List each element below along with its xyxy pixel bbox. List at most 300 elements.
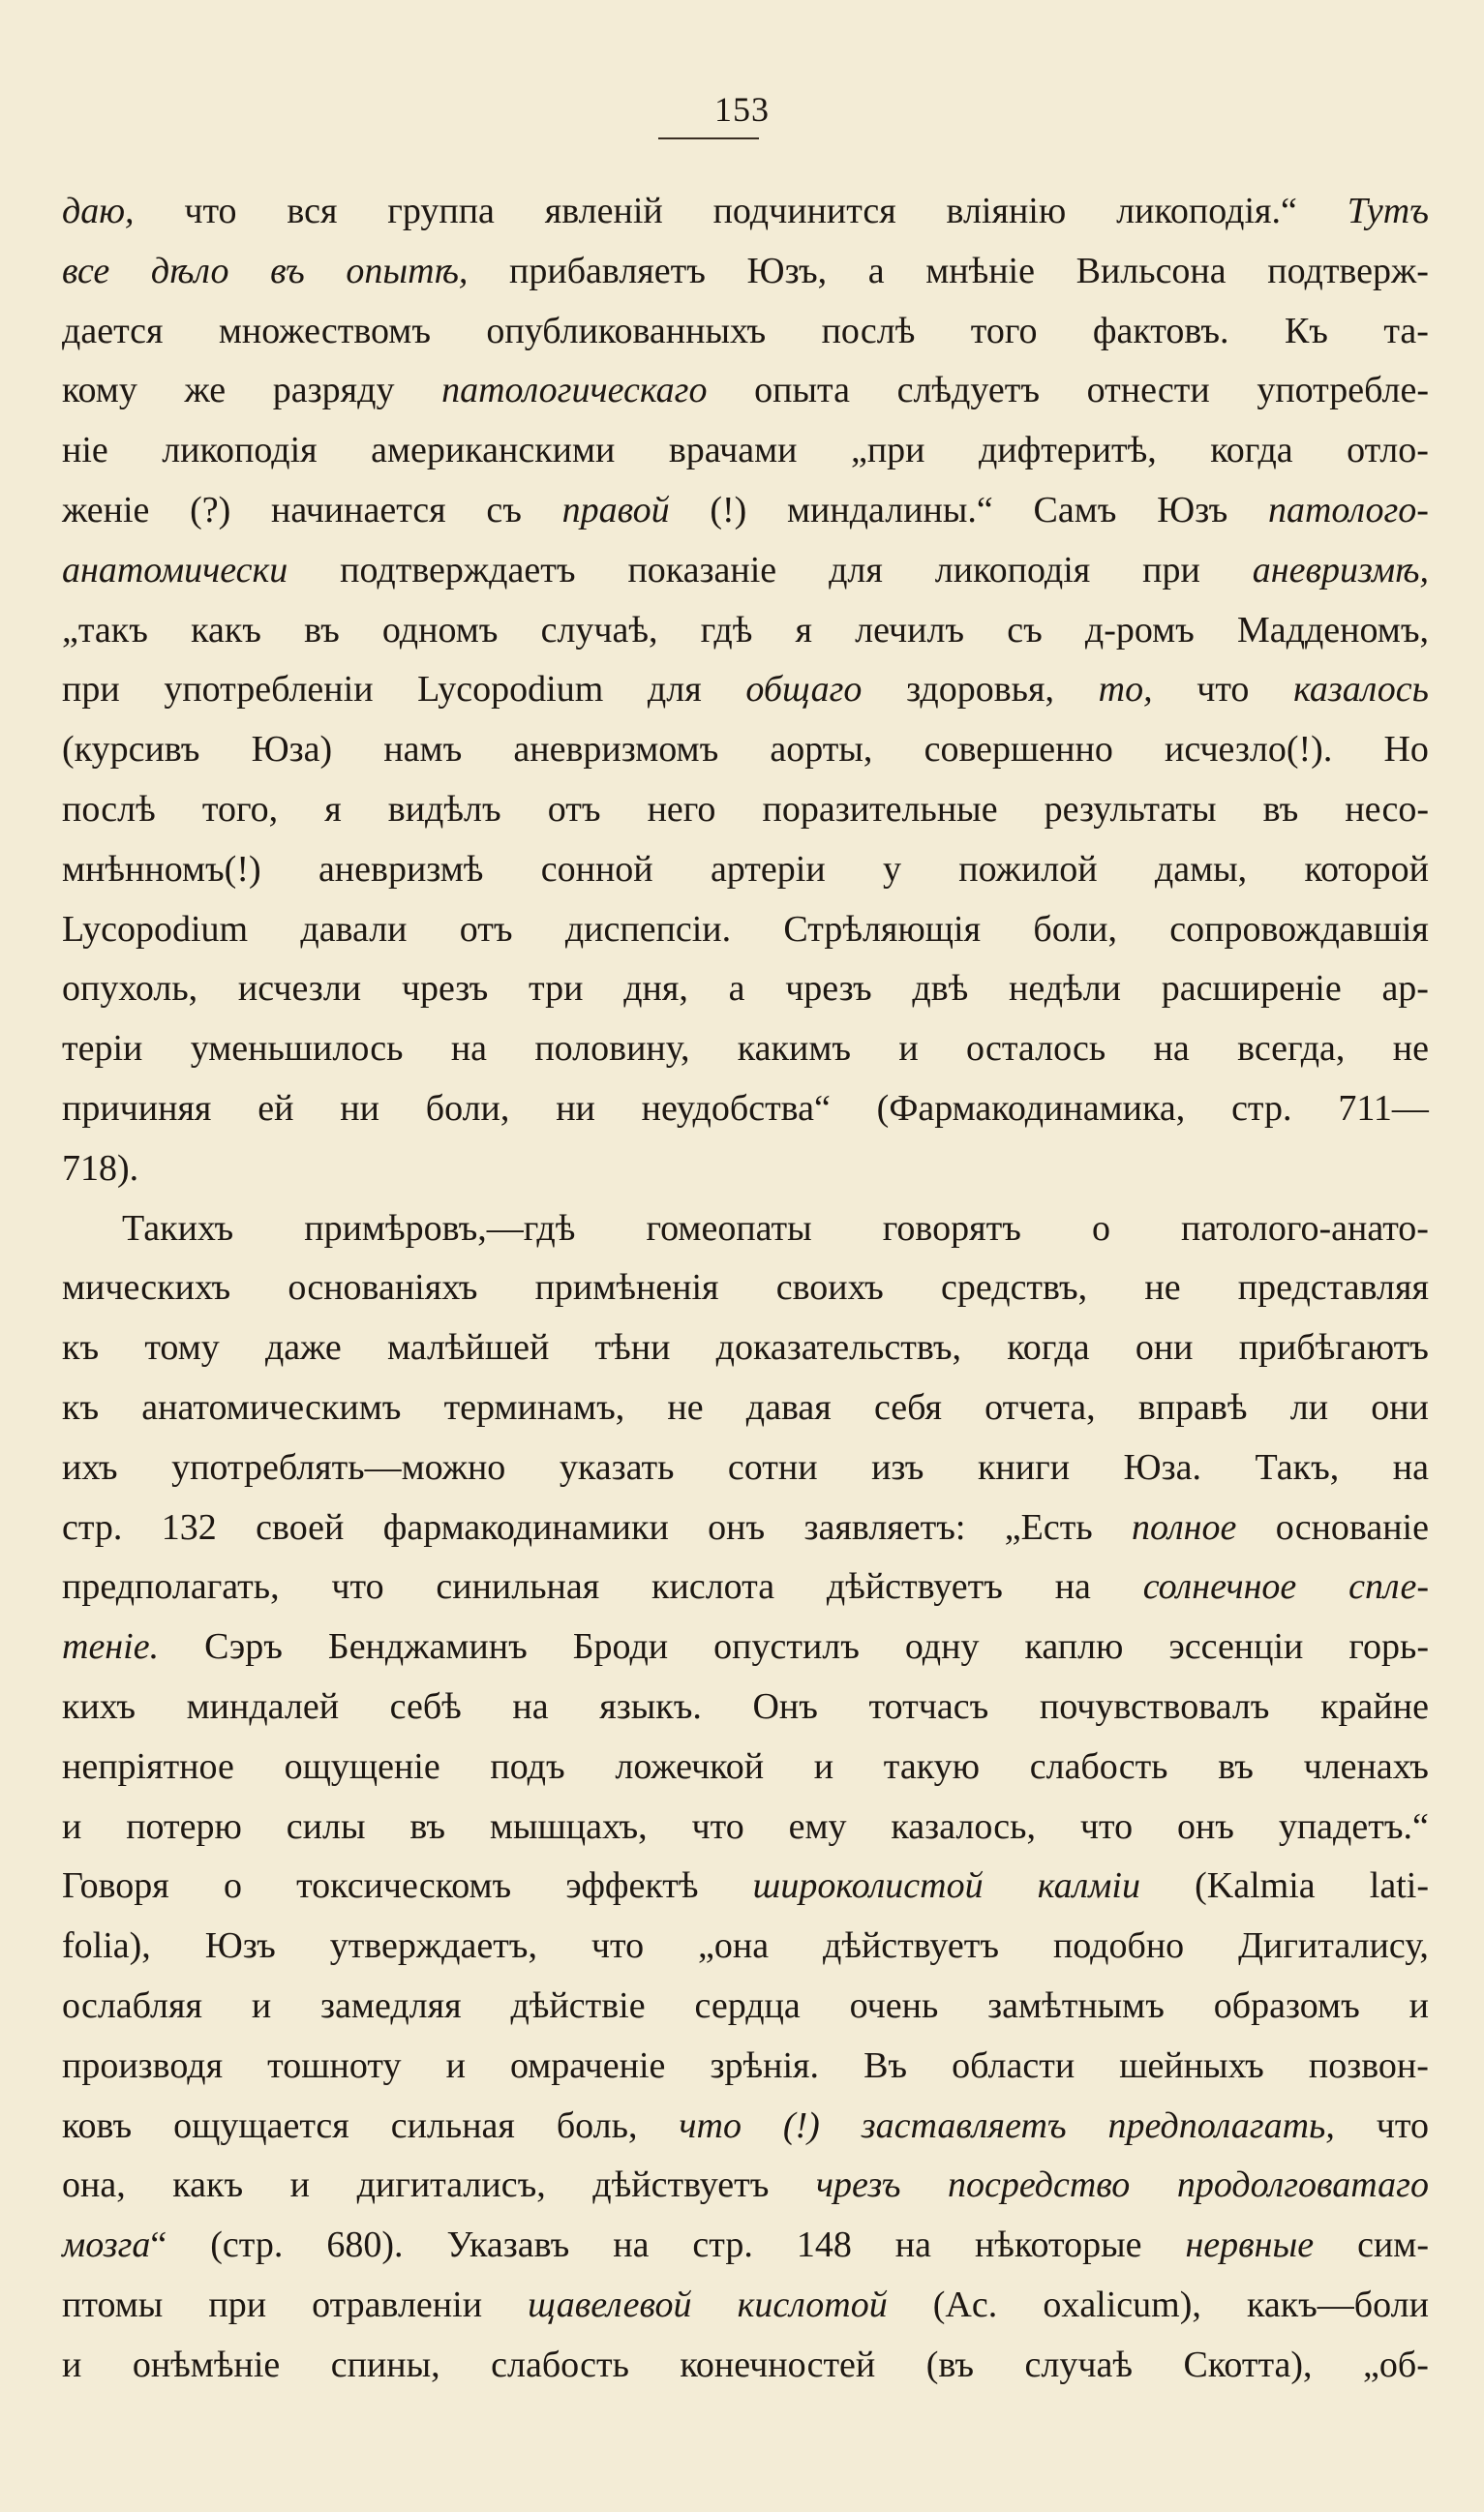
word: артеріи: [710, 848, 826, 890]
word: пожилой: [958, 848, 1098, 890]
word: щавелевой: [528, 2284, 692, 2325]
word: несо-: [1345, 788, 1429, 830]
word: Юзъ: [1157, 489, 1228, 530]
word: на: [1054, 1566, 1091, 1608]
word: ар-: [1381, 968, 1429, 1010]
text-line: [62, 2216, 1429, 2276]
word: недѣли: [1009, 968, 1121, 1010]
word: дигиталисъ,: [356, 2164, 546, 2206]
word: указать: [559, 1446, 675, 1488]
word: послѣ: [821, 310, 916, 351]
word: множествомъ: [218, 310, 432, 351]
word: разряду: [272, 370, 395, 411]
word: 132: [161, 1506, 217, 1548]
word: отъ: [547, 788, 601, 830]
word: дня,: [623, 968, 688, 1010]
text-line: [62, 780, 1429, 840]
word: результаты: [1044, 788, 1217, 830]
word: Такъ,: [1255, 1446, 1340, 1488]
word: и: [813, 1745, 834, 1787]
word: опухоль,: [62, 968, 198, 1010]
word: тому: [144, 1327, 220, 1369]
word: Стрѣляющія: [783, 908, 982, 950]
word: подтверж-: [1267, 250, 1429, 291]
word: мнѣнномъ(!): [62, 848, 261, 890]
word: какъ: [191, 609, 261, 651]
word: Вильсона: [1075, 250, 1227, 291]
word: подчинится: [712, 191, 896, 231]
word: на: [1153, 1028, 1190, 1070]
word: спины,: [330, 2344, 440, 2385]
word: lati-: [1369, 1865, 1429, 1907]
word: общаго: [745, 669, 863, 711]
word: утверждаетъ,: [329, 1925, 537, 1967]
text-line: [62, 2156, 1429, 2216]
word: къ: [62, 1386, 100, 1428]
word: группа: [387, 191, 495, 231]
text-line: [62, 541, 1429, 601]
word: Тутъ: [1347, 191, 1429, 231]
word: своей: [256, 1506, 345, 1548]
word: начинается: [271, 489, 446, 530]
word: ни: [340, 1087, 379, 1129]
word: неудобства“: [641, 1087, 831, 1129]
word: ихъ: [62, 1446, 118, 1488]
word: дамы,: [1154, 848, 1248, 890]
word: Самъ: [1033, 489, 1117, 530]
word: 148: [796, 2224, 852, 2266]
word: на: [1392, 1446, 1429, 1488]
page-number-rule: [658, 137, 759, 139]
word: фактовъ.: [1092, 310, 1229, 351]
word: какимъ: [737, 1028, 852, 1070]
text-line: [62, 601, 1429, 661]
word: шейныхъ: [1119, 2044, 1264, 2086]
text-line: [62, 2037, 1429, 2097]
word: причиняя: [62, 1087, 212, 1129]
word: подъ: [490, 1745, 565, 1787]
word: дѣйствуетъ: [822, 1925, 1000, 1967]
word: чрезъ: [815, 2164, 901, 2206]
word: прибѣгаютъ: [1238, 1327, 1429, 1369]
word: американскими: [371, 430, 616, 471]
word: ковъ: [62, 2104, 133, 2146]
word: въ: [409, 1805, 446, 1847]
word: такую: [883, 1745, 981, 1787]
word: дѣло: [150, 250, 229, 291]
word: что: [331, 1566, 384, 1608]
word: съ: [1007, 609, 1043, 651]
word: Юзъ: [204, 1925, 276, 1967]
word: что: [679, 2104, 742, 2146]
text-line: [62, 1318, 1429, 1378]
word: отчета,: [984, 1386, 1096, 1428]
word: гдѣ: [700, 609, 753, 651]
word: на: [450, 1028, 488, 1070]
word: и: [289, 2164, 311, 2206]
word: казалось: [1293, 669, 1429, 711]
word: чрезъ: [401, 968, 489, 1010]
word: сонной: [540, 848, 653, 890]
text-line: [62, 959, 1429, 1019]
word: фармакодинамики: [382, 1506, 669, 1548]
word: въ: [1218, 1745, 1254, 1787]
word: кислотой: [737, 2284, 888, 2325]
text-line: [62, 1618, 1429, 1678]
word: миндалины.“: [787, 489, 993, 530]
word: ослабляя: [62, 1984, 202, 2026]
word: крайне: [1320, 1685, 1429, 1727]
word: они: [1371, 1386, 1429, 1428]
word: дѣйствуетъ: [826, 1566, 1003, 1608]
word: теріи: [62, 1028, 143, 1070]
word: замѣтнымъ: [987, 1984, 1165, 2026]
word: средствъ,: [941, 1267, 1088, 1309]
word: сотни: [727, 1446, 818, 1488]
word: (Ac.: [932, 2284, 998, 2325]
word: чрезъ: [785, 968, 872, 1010]
word: своихъ: [775, 1267, 884, 1309]
word: аневризмомъ: [513, 729, 719, 771]
word: языкъ.: [599, 1685, 702, 1727]
word: замедляя: [320, 1984, 462, 2026]
word: аневризмѣ,: [1252, 549, 1429, 590]
text-line: [62, 1199, 1429, 1259]
word: на: [613, 2224, 650, 2266]
word: сильная: [390, 2104, 515, 2146]
word: представляя: [1237, 1267, 1429, 1309]
word: онъ: [708, 1506, 766, 1548]
word: непріятное: [62, 1745, 234, 1787]
word: которой: [1304, 848, 1429, 890]
word: Броди: [572, 1626, 669, 1668]
text-line: [62, 900, 1429, 960]
text-line: [62, 242, 1429, 302]
word: слабость: [491, 2344, 629, 2385]
text-line: [62, 2097, 1429, 2157]
word: ощущеніе: [284, 1745, 440, 1787]
word: патолого-: [1267, 489, 1429, 530]
word: Сэръ: [204, 1626, 283, 1668]
text-line: [62, 361, 1429, 421]
text-line: [62, 1857, 1429, 1917]
word: ликоподія.“: [1116, 191, 1297, 231]
word: Дигиталису,: [1238, 1925, 1429, 1967]
word: заставляетъ: [861, 2104, 1067, 2146]
word: не: [1392, 1028, 1429, 1070]
word: съ: [486, 489, 522, 530]
word: (стр.: [210, 2224, 284, 2266]
word: предполагать,: [1107, 2104, 1335, 2146]
word: не: [667, 1386, 704, 1428]
word: (Фармакодинамика,: [876, 1087, 1186, 1129]
word: сердца: [694, 1984, 801, 2026]
word: стр.: [692, 2224, 753, 2266]
word: на: [894, 2224, 931, 2266]
word: въ: [270, 250, 305, 291]
word: давая: [745, 1386, 832, 1428]
word: конечностей: [680, 2344, 876, 2385]
word: подобно: [1052, 1925, 1185, 1967]
word: случаѣ,: [540, 609, 658, 651]
word: женіе: [62, 489, 150, 530]
word: здоровья,: [906, 669, 1054, 711]
word: отло-: [1347, 430, 1429, 471]
word: стр.: [1231, 1087, 1292, 1129]
text-line: [62, 1079, 1429, 1139]
word: что: [184, 191, 237, 231]
word: себя: [873, 1386, 942, 1428]
word: посредство: [947, 2164, 1131, 2206]
word: тѣни: [594, 1327, 671, 1369]
word: ніе: [62, 430, 108, 471]
word: вся: [287, 191, 338, 231]
word: боль,: [556, 2104, 638, 2146]
word: для: [829, 549, 883, 590]
word: употребленіи: [164, 669, 374, 711]
word: Въ: [863, 2044, 908, 2086]
word: синильная: [436, 1566, 600, 1608]
word: изъ: [871, 1446, 924, 1488]
word: „об-: [1363, 2344, 1429, 2385]
word: потерю: [126, 1805, 242, 1847]
text-line: [62, 1558, 1429, 1618]
word: folia),: [62, 1925, 151, 1967]
word: миндалей: [186, 1685, 340, 1727]
word: мнѣніе: [925, 250, 1035, 291]
word: дѣйствуетъ: [592, 2164, 770, 2206]
word: я: [324, 788, 342, 830]
word: Юзъ,: [746, 250, 828, 291]
word: при: [1142, 549, 1200, 590]
word: терминамъ,: [443, 1386, 625, 1428]
word: въ: [304, 609, 340, 651]
word: и: [1408, 1984, 1429, 2026]
word: нервные: [1185, 2224, 1315, 2266]
word: у: [882, 848, 901, 890]
word: слѣдуетъ: [896, 370, 1040, 411]
word: Мадденомъ,: [1236, 609, 1429, 651]
word: нѣкоторые: [974, 2224, 1142, 2266]
word: мышцахъ,: [489, 1805, 648, 1847]
word: заявляетъ:: [803, 1506, 966, 1548]
word: всегда,: [1237, 1028, 1346, 1070]
word: ей: [257, 1087, 294, 1129]
word: прибавляетъ: [509, 250, 706, 291]
text-line: [62, 1139, 1429, 1199]
word: а: [728, 968, 745, 1010]
word: при: [62, 669, 120, 711]
word: подтверждаетъ: [340, 549, 576, 590]
word: „при: [850, 430, 925, 471]
word: Онъ: [752, 1685, 818, 1727]
word: сопровождавшія: [1169, 908, 1429, 950]
word: д-ромъ: [1084, 609, 1195, 651]
word: опустилъ: [713, 1626, 860, 1668]
word: „она: [698, 1925, 770, 1967]
word: анатомически: [62, 549, 288, 590]
word: совершенно: [924, 729, 1113, 771]
word: примѣровъ,—гдѣ: [304, 1207, 576, 1249]
word: основаніяхъ: [288, 1267, 478, 1309]
word: опубликованныхъ: [486, 310, 767, 351]
text-line: [62, 660, 1429, 720]
word: зрѣнія.: [710, 2044, 819, 2086]
text-line: [62, 1258, 1429, 1318]
word: вправѣ: [1137, 1386, 1248, 1428]
word: она,: [62, 2164, 126, 2206]
word: упадетъ.“: [1278, 1805, 1429, 1847]
word: употреблять—можно: [171, 1446, 506, 1488]
word: дается: [62, 310, 164, 351]
word: лечилъ: [855, 609, 965, 651]
word: ли: [1289, 1386, 1329, 1428]
word: давали: [300, 908, 408, 950]
word: производя: [62, 2044, 224, 2086]
word: одну: [904, 1626, 980, 1668]
word: исчезло(!).: [1165, 729, 1333, 771]
word: одномъ: [381, 609, 499, 651]
word: токсическомъ: [296, 1865, 512, 1907]
word: Бенджаминъ: [327, 1626, 528, 1668]
word: показаніе: [627, 549, 777, 590]
word: Юза): [251, 729, 333, 771]
word: говорятъ: [882, 1207, 1021, 1249]
word: (Kalmia: [1195, 1865, 1316, 1907]
word: него: [647, 788, 716, 830]
word: дѣйствіе: [510, 1984, 646, 2026]
word: примѣненія: [534, 1267, 719, 1309]
word: къ: [62, 1327, 100, 1369]
word: гомеопаты: [646, 1207, 812, 1249]
text-line: [62, 2276, 1429, 2336]
word: все: [62, 250, 110, 291]
word: патологическаго: [441, 370, 708, 411]
word: Lycopodium: [62, 908, 249, 950]
word: что: [1196, 669, 1250, 711]
word: что: [591, 1925, 645, 1967]
text-line: [62, 1438, 1429, 1498]
word: широколистой: [752, 1865, 984, 1907]
word: отравленіи: [312, 2284, 483, 2325]
word: „Есть: [1004, 1506, 1093, 1548]
word: и: [251, 1984, 272, 2026]
word: о: [223, 1865, 242, 1907]
word: (въ: [925, 2344, 975, 2385]
text-line: [62, 1917, 1429, 1977]
word: омраченіе: [509, 2044, 666, 2086]
word: предполагать,: [62, 1566, 280, 1608]
text-line: [62, 1019, 1429, 1079]
word: опыта: [754, 370, 850, 411]
word: Но: [1383, 729, 1429, 771]
word: двѣ: [912, 968, 969, 1010]
word: 718).: [62, 1147, 139, 1189]
word: ликоподія: [934, 549, 1091, 590]
word: патолого-анато-: [1181, 1207, 1429, 1249]
word: 680).: [326, 2224, 404, 2266]
word: и: [445, 2044, 466, 2086]
word: три: [529, 968, 584, 1010]
word: теніе.: [62, 1626, 160, 1668]
word: они: [1135, 1327, 1194, 1369]
word: продолговатаго: [1176, 2164, 1429, 2206]
word: полное: [1132, 1506, 1237, 1548]
word: oxalicum),: [1043, 2284, 1201, 2325]
word: малѣйшей: [386, 1327, 550, 1369]
word: стр.: [62, 1506, 123, 1548]
word: а: [867, 250, 885, 291]
word: боли,: [425, 1087, 510, 1129]
word: то,: [1098, 669, 1153, 711]
word: какъ—боли: [1246, 2284, 1429, 2325]
word: Такихъ: [122, 1207, 234, 1249]
word: тошноту: [267, 2044, 402, 2086]
word: кому: [62, 370, 137, 411]
text-line: [62, 1378, 1429, 1438]
word: (!): [710, 489, 747, 530]
word: слабость: [1029, 1745, 1168, 1787]
word: (?): [190, 489, 231, 530]
word: и: [898, 1028, 919, 1070]
word: употребле-: [1257, 370, 1429, 411]
word: Говоря: [62, 1865, 169, 1907]
word: для: [647, 669, 702, 711]
word: аневризмѣ: [318, 848, 484, 890]
word: основаніе: [1275, 1506, 1429, 1548]
word: ощущается: [173, 2104, 349, 2146]
word: казалось,: [891, 1805, 1036, 1847]
word: же: [184, 370, 227, 411]
word: эффектѣ: [565, 1865, 699, 1907]
word: образомъ: [1213, 1984, 1360, 2026]
text-line: [62, 2336, 1429, 2396]
word: намъ: [383, 729, 463, 771]
text-line: [62, 421, 1429, 481]
word: послѣ: [62, 788, 156, 830]
word: я: [795, 609, 812, 651]
word: что: [1079, 1805, 1134, 1847]
word: (!): [782, 2104, 820, 2146]
word: при: [208, 2284, 267, 2325]
word: въ: [1262, 788, 1299, 830]
word: онѣмѣніе: [132, 2344, 281, 2385]
word: Скотта),: [1183, 2344, 1313, 2385]
body-text: [62, 182, 1429, 2395]
word: врачами: [668, 430, 798, 471]
word: та-: [1383, 310, 1429, 351]
word: Lycopodium: [417, 669, 604, 711]
word: уменьшилось: [190, 1028, 404, 1070]
word: диспепсіи.: [564, 908, 732, 950]
word: отъ: [459, 908, 513, 950]
word: мозга“: [62, 2224, 167, 2266]
word: горь-: [1348, 1626, 1429, 1668]
word: опытѣ,: [346, 250, 469, 291]
word: аорты,: [770, 729, 873, 771]
text-line: [62, 720, 1429, 780]
word: Юза.: [1123, 1446, 1201, 1488]
text-line: [62, 840, 1429, 900]
text-line: [62, 1738, 1429, 1798]
word: на: [512, 1685, 549, 1727]
word: силы: [286, 1805, 366, 1847]
word: поразительные: [762, 788, 998, 830]
word: доказательствъ,: [715, 1327, 962, 1369]
word: спле-: [1348, 1566, 1429, 1608]
text-line: [62, 302, 1429, 362]
word: очень: [849, 1984, 939, 2026]
